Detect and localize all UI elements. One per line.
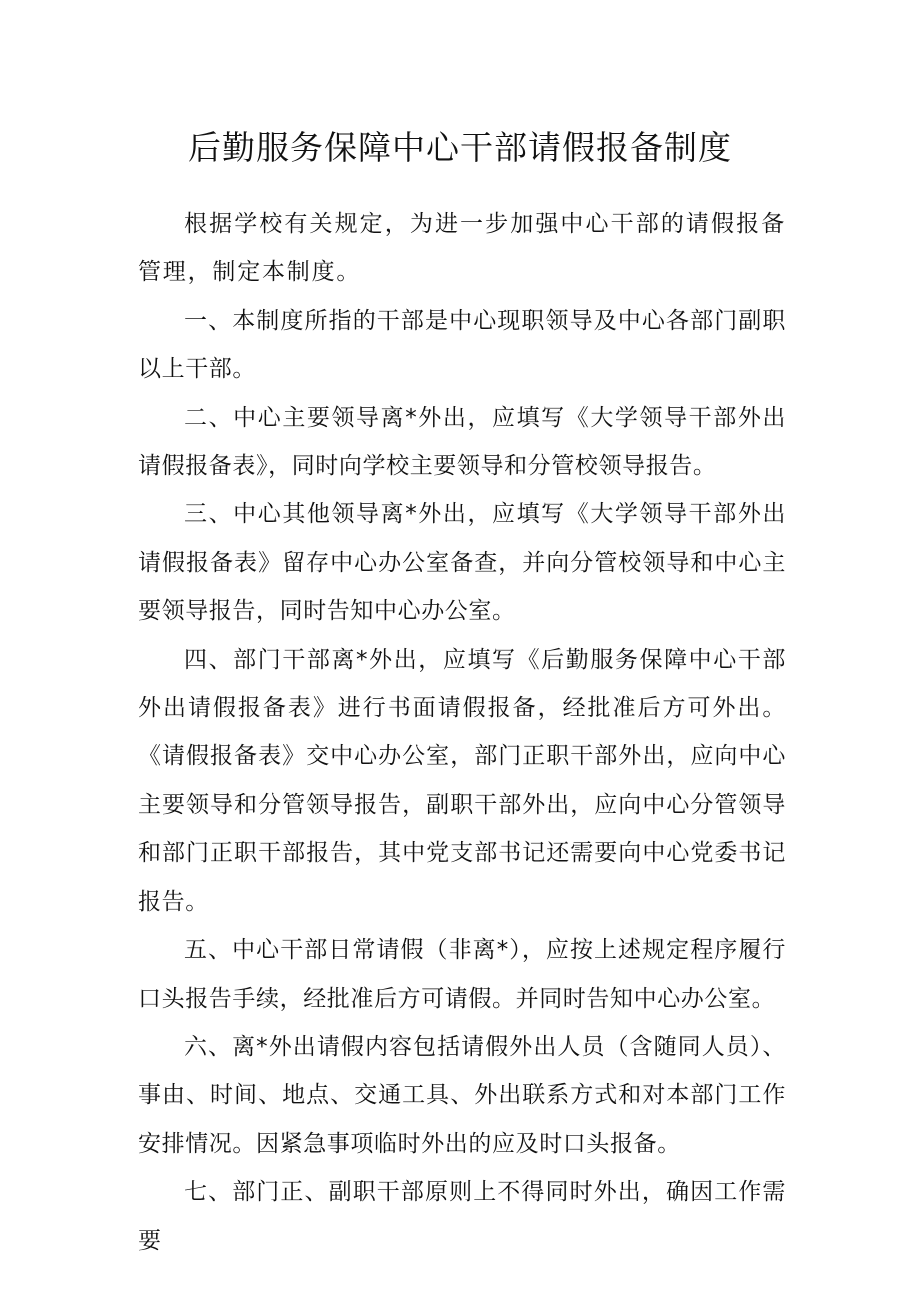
paragraph-article-7: 七、部门正、副职干部原则上不得同时外出，确因工作需要: [138, 1179, 786, 1254]
paragraph-article-4: 四、部门干部离*外出，应填写《后勤服务保障中心干部外出请假报备表》进行书面请假报备，经批准后方可外出。《请假报备表》交中心办公室，部门正职干部外出，应向中心主要领导和分管领导报告，副职干部外出，应向中心分管领导和部门正职干部报告，其中党支部书记还需要向中心党委书记报告。: [138, 646, 786, 915]
document-title: 后勤服务保障中心干部请假报备制度: [188, 128, 732, 167]
paragraph-article-3: 三、中心其他领导离*外出，应填写《大学领导干部外出请假报备表》留存中心办公室备查，并向分管校领导和中心主要领导报告，同时告知中心办公室。: [138, 501, 786, 625]
paragraph-article-1: 一、本制度所指的干部是中心现职领导及中心各部门副职以上干部。: [138, 307, 786, 383]
document-body: [138, 200, 786, 1265]
paragraph-article-6: 六、离*外出请假内容包括请假外出人员（含随同人员）、事由、时间、地点、交通工具、外出联系方式和对本部门工作安排情况。因紧急事项临时外出的应及时口头报备。: [138, 1033, 786, 1157]
paragraph-article-2: 二、中心主要领导离*外出，应填写《大学领导干部外出请假报备表》，同时向学校主要领导和分管校领导报告。: [138, 404, 786, 480]
paragraph-intro: 根据学校有关规定，为进一步加强中心干部的请假报备管理，制定本制度。: [138, 211, 786, 286]
paragraph-article-5: 五、中心干部日常请假（非离*），应按上述规定程序履行口头报告手续，经批准后方可请假。并同时告知中心办公室。: [138, 937, 786, 1012]
